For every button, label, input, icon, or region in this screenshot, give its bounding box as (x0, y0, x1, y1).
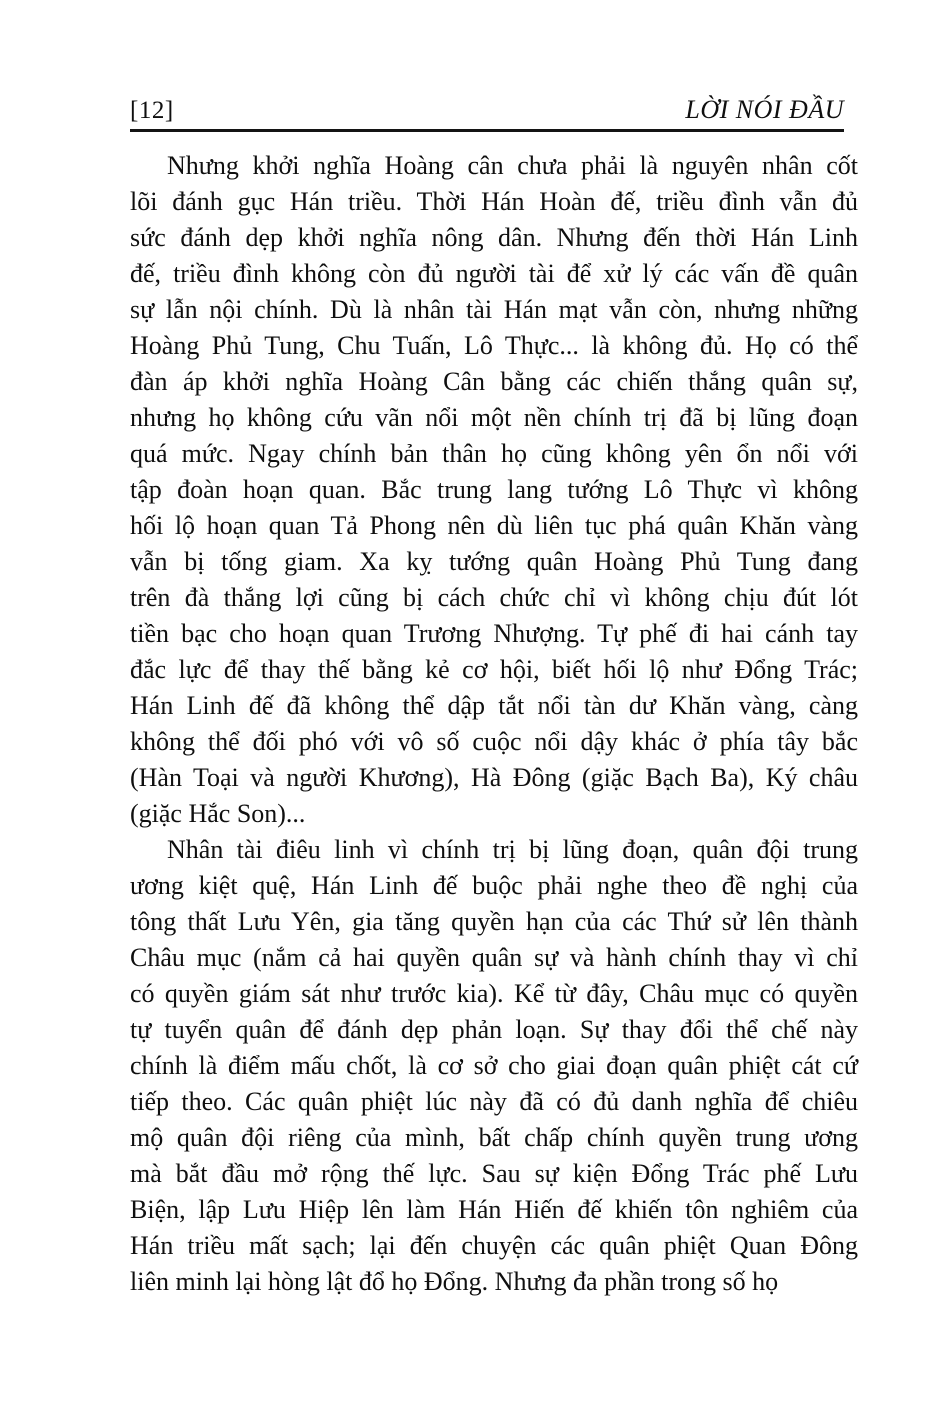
text-line: đắc lực để thay thế bằng kẻ cơ hội, biết hối lộ như Đổng Trác; (130, 654, 858, 684)
text-line: liên minh lại hòng lật đổ họ Đổng. Nhưng đa phần trong số họ (130, 1266, 779, 1296)
text-line: vẫn bị tống giam. Xa kỵ tướng quân Hoàng Phủ Tung đang (130, 546, 858, 576)
text-line: Hoàng Phủ Tung, Chu Tuấn, Lô Thực... là không đủ. Họ có thể (130, 330, 858, 360)
text-line: Biện, lập Lưu Hiệp lên làm Hán Hiến đế khiến tôn nghiêm của (130, 1194, 858, 1224)
text-line: nhưng họ không cứu vãn nổi một nền chính trị đã bị lũng đoạn (130, 402, 858, 432)
paragraph (130, 148, 858, 832)
text-line: không thể đối phó với vô số cuộc nổi dậy khác ở phía tây bắc (130, 726, 858, 756)
text-line: ương kiệt quệ, Hán Linh đế buộc phải nghe theo đề nghị của (130, 870, 858, 900)
text-line: quá mức. Ngay chính bản thân họ cũng không yên ổn nổi với (130, 438, 858, 468)
text-line: Nhân tài điêu linh vì chính trị bị lũng đoạn, quân đội trung (167, 834, 858, 864)
text-line: sự lẫn nội chính. Dù là nhân tài Hán mạt vẫn còn, nhưng những (130, 294, 858, 324)
text-line: chính là điểm mấu chốt, là cơ sở cho giai đoạn quân phiệt cát cứ (130, 1050, 858, 1080)
text-line: tiếp theo. Các quân phiệt lúc này đã có đủ danh nghĩa để chiêu (130, 1086, 858, 1116)
page-header (130, 96, 844, 125)
text-line: có quyền giám sát như trước kia). Kể từ đây, Châu mục có quyền (130, 978, 858, 1008)
text-line: lõi đánh gục Hán triều. Thời Hán Hoàn đế, triều đình vẫn đủ (130, 186, 858, 216)
text-line: hối lộ hoạn quan Tả Phong nên dù liên tục phá quân Khăn vàng (130, 510, 858, 540)
text-line: trên đà thắng lợi cũng bị cách chức chỉ vì không chịu đút lót (130, 582, 858, 612)
text-line: Hán triều mất sạch; lại đến chuyện các quân phiệt Quan Đông (130, 1230, 858, 1260)
text-line: sức đánh dẹp khởi nghĩa nông dân. Nhưng đến thời Hán Linh (130, 222, 858, 252)
page-number: [12] (130, 97, 174, 124)
page-content (130, 96, 858, 1300)
body-text (130, 148, 858, 1300)
text-line: tự tuyển quân để đánh dẹp phản loạn. Sự thay đổi thể chế này (130, 1014, 858, 1044)
text-line: tập đoàn hoạn quan. Bắc trung lang tướng Lô Thực vì không (130, 474, 858, 504)
text-line: (giặc Hắc Son)... (130, 798, 306, 828)
text-line: Nhưng khởi nghĩa Hoàng cân chưa phải là nguyên nhân cốt (167, 150, 858, 180)
text-line: Hán Linh đế đã không thể dập tắt nổi tàn dư Khăn vàng, càng (130, 690, 858, 720)
text-line: Châu mục (nắm cả hai quyền quân sự và hành chính thay vì chỉ (130, 942, 858, 972)
text-line: đàn áp khởi nghĩa Hoàng Cân bằng các chiến thắng quân sự, (130, 366, 858, 396)
text-line: mộ quân đội riêng của mình, bất chấp chính quyền trung ương (130, 1122, 858, 1152)
paragraph (130, 832, 858, 1300)
text-line: tiền bạc cho hoạn quan Trương Nhượng. Tự phế đi hai cánh tay (130, 618, 858, 648)
text-line: (Hàn Toại và người Khương), Hà Đông (giặc Bạch Ba), Ký châu (130, 762, 858, 792)
running-title: LỜI NÓI ĐẦU (685, 95, 844, 124)
text-line: mà bắt đầu mở rộng thế lực. Sau sự kiện Đổng Trác phế Lưu (130, 1158, 858, 1188)
text-line: đế, triều đình không còn đủ người tài để xử lý các vấn đề quân (130, 258, 858, 288)
header-rule (130, 129, 844, 132)
text-line: tông thất Lưu Yên, gia tăng quyền hạn của các Thứ sử lên thành (130, 906, 858, 936)
